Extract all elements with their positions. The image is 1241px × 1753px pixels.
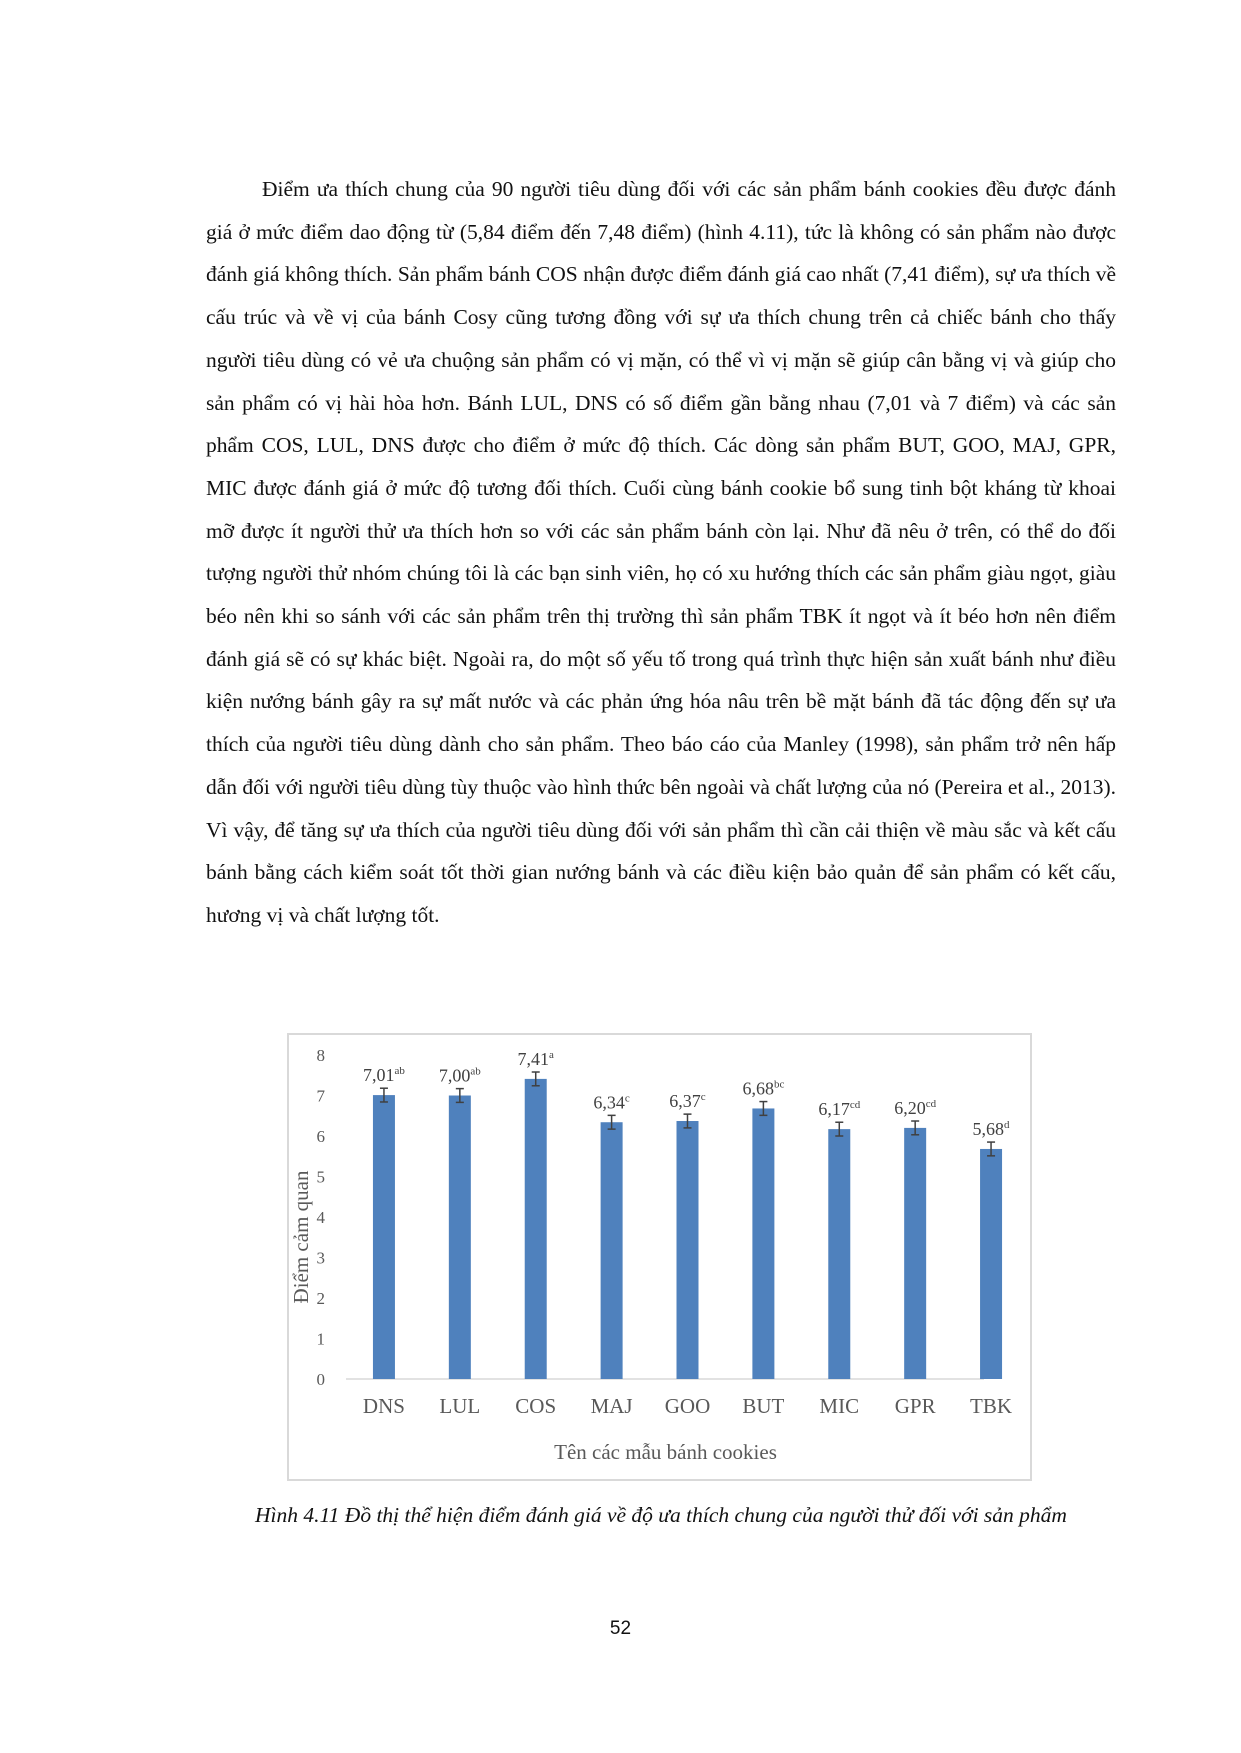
- bar: [752, 1108, 774, 1379]
- data-label: 6,34$^c$: [593, 1092, 630, 1113]
- x-axis-title: Tên các mẫu bánh cookies: [554, 1440, 777, 1464]
- figure-caption: Hình 4.11 Đồ thị thể hiện điểm đánh giá về độ ưa thích chung của người thử đối với sản phẩm: [255, 1503, 1067, 1527]
- y-tick-label: 2: [316, 1289, 325, 1308]
- data-label: 6,17$^{cd}$: [818, 1099, 861, 1120]
- category-label: TBK: [970, 1394, 1013, 1418]
- data-label: 6,68$^{bc}$: [742, 1078, 785, 1099]
- category-label: BUT: [742, 1394, 785, 1418]
- y-tick-label: 6: [316, 1127, 325, 1146]
- bar: [677, 1121, 699, 1379]
- category-label: GOO: [664, 1394, 711, 1418]
- page-number: 52: [609, 1618, 632, 1639]
- bar: [980, 1149, 1002, 1379]
- body-paragraph: Điểm ưa thích chung của 90 người tiêu dùng đối với các sản phẩm bánh cookies đều được đánh giá ở mức điểm dao động từ (5,84 điểm đến 7,48 điểm) (hình 4.11), tức là không có sản phẩm nào được đánh giá không thích. Sản phẩm bánh COS nhận được điểm đánh giá cao nhất (7,41 điểm), sự ưa thích về cấu trúc và về vị của bánh Cosy cũng tương đồng với sự ưa thích chung trên cả chiếc bánh cho thấy người tiêu dùng có vẻ ưa chuộng sản phẩm có vị mặn, có thể vì vị mặn sẽ giúp cân bằng vị và giúp cho sản phẩm có vị hài hòa hơn. Bánh LUL, DNS có số điểm gần bằng nhau (7,01 và 7 điểm) và các sản phẩm COS, LUL, DNS được cho điểm ở mức độ thích. Các dòng sản phẩm BUT, GOO, MAJ, GPR, MIC được đánh giá ở mức độ tương đối thích. Cuối cùng bánh cookie bổ sung tinh bột kháng từ khoai mỡ được ít người thử ưa thích hơn so với các sản phẩm bánh còn lại. Như đã nêu ở trên, có thể do đối tượng người thử nhóm chúng tôi là các bạn sinh viên, họ có xu hướng thích các sản phẩm giàu ngọt, giàu béo nên khi so sánh với các sản phẩm trên thị trường thì sản phẩm TBK ít ngọt và ít béo hơn nên điểm đánh giá sẽ có sự khác biệt. Ngoài ra, do một số yếu tố trong quá trình thực hiện sản xuất bánh như điều kiện nướng bánh gây ra sự mất nước và các phản ứng hóa nâu trên bề mặt bánh đã tác động đến sự ưa thích của người tiêu dùng dành cho sản phẩm. Theo báo cáo của Manley (1998), sản phẩm trở nên hấp dẫn đối với người tiêu dùng tùy thuộc vào hình thức bên ngoài và chất lượng của nó (Pereira et al., 2013). Vì vậy, để tăng sự ưa thích của người tiêu dùng đối với sản phẩm thì cần cải thiện về màu sắc và kết cấu bánh bằng cách kiểm soát tốt thời gian nướng bánh và các điều kiện bảo quản để sản phẩm có kết cấu, hương vị và chất lượng tốt.: [206, 177, 1116, 927]
- y-tick-label: 4: [316, 1208, 325, 1227]
- data-label: 6,37$^c$: [669, 1091, 706, 1112]
- category-label: GPR: [894, 1394, 936, 1418]
- y-tick-label: 3: [316, 1248, 325, 1268]
- data-label: 7,00$^{ab}$: [438, 1065, 481, 1086]
- y-tick-label: 8: [316, 1046, 325, 1065]
- y-tick-label: 0: [316, 1370, 325, 1389]
- category-label: COS: [515, 1394, 557, 1418]
- bar: [828, 1129, 850, 1379]
- y-tick-label: 1: [316, 1329, 325, 1349]
- data-label: 7,41$^a$: [517, 1049, 554, 1070]
- category-label: MAJ: [590, 1394, 633, 1418]
- bar: [601, 1122, 623, 1379]
- bar-chart-svg: [289, 1035, 1034, 1483]
- bar: [904, 1128, 926, 1379]
- data-label: 7,01$^{ab}$: [362, 1065, 405, 1086]
- y-axis-title: Điểm cảm quan: [289, 1170, 313, 1304]
- bar: [525, 1079, 547, 1379]
- y-tick-label: 7: [316, 1086, 325, 1106]
- data-label: 5,68$^d$: [972, 1119, 1010, 1140]
- y-tick-label: 5: [316, 1167, 325, 1187]
- data-label: 6,20$^{cd}$: [894, 1098, 937, 1119]
- bar-chart: [287, 1033, 1032, 1481]
- bar: [373, 1095, 395, 1379]
- category-label: DNS: [362, 1394, 405, 1418]
- bar: [449, 1096, 471, 1380]
- category-label: MIC: [819, 1394, 860, 1418]
- category-label: LUL: [439, 1394, 481, 1418]
